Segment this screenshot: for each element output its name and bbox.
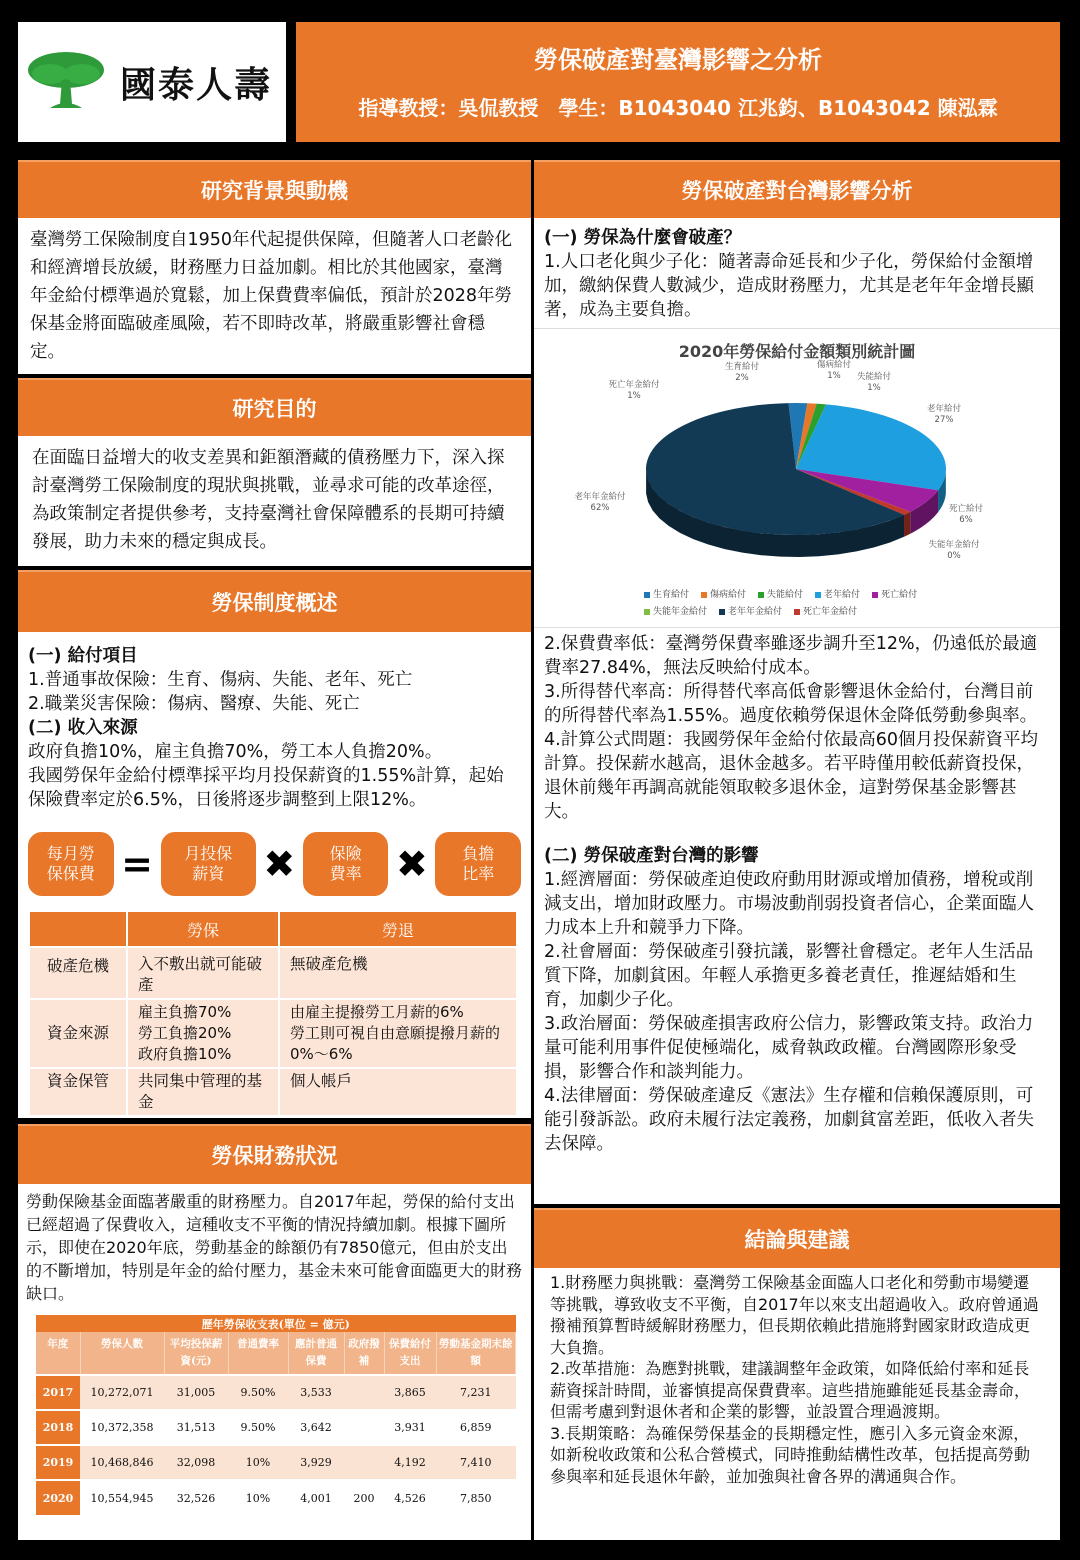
table-cell: 9.50% — [228, 1410, 288, 1445]
legend-label: 老年給付 — [824, 590, 861, 600]
table-header: 勞退 — [280, 912, 516, 946]
chart-data-label: 1% — [627, 391, 641, 401]
analysis-p4: 4.計算公式問題：我國勞保年金給付依最高60個月投保薪資平均計算。投保薪水越高，退休金越多。若平時僅用較低薪資投保，退休前幾年再調高就能領取較多退休金，這對勞保基金影響甚大。 — [544, 730, 1038, 822]
finance-table-caption: 歷年勞保收支表(單位 = 億元) — [36, 1314, 516, 1332]
chart-data-label: 老年給付 — [926, 404, 962, 414]
legend-label: 死亡給付 — [881, 590, 918, 600]
overview-income1: 政府負擔10%，雇主負擔70%，勞工本人負擔20%。 — [28, 742, 443, 762]
legend-item — [701, 587, 746, 600]
goal-heading: 研究目的 — [18, 378, 531, 436]
overview-sub1: (一) 給付項目 — [28, 646, 138, 666]
table-header: 勞保 — [128, 912, 278, 946]
conclusion-heading: 結論與建議 — [534, 1208, 1060, 1268]
table-cell: 資金來源 — [30, 1000, 126, 1067]
legend-swatch — [644, 609, 650, 615]
chart-title: 2020年勞保給付金額類別統計圖 — [678, 342, 916, 361]
table-header: 政府撥補 — [344, 1332, 384, 1375]
legend-swatch — [644, 592, 650, 598]
table-cell: 無破產危機 — [280, 948, 516, 998]
finance-table — [36, 1313, 516, 1515]
pie-slice-side — [904, 512, 910, 537]
analysis-p2: 2.保費費率低：臺灣勞保費率雖逐步調升至12%，仍遠低於最適費率27.84%，無法反映給付成本。 — [544, 634, 1038, 678]
table-cell: 3,865 — [384, 1375, 436, 1410]
goal-body: 在面臨日益增大的收支差異和鉅額潛藏的債務壓力下，深入探討臺灣勞工保險制度的現狀與挑戰，並尋求可能的改革途徑，為政策制定者提供參考，支持臺灣社會保障體系的長期可持續發展，助力未來的穩定與成長。 — [18, 436, 531, 566]
table-row — [36, 1410, 516, 1445]
overview-income2: 我國勞保年金給付標準採平均月投保薪資的1.55%計算，起始保險費率定於6.5%，日後將逐步調整到上限12%。 — [28, 766, 504, 810]
chart-data-label: 生育給付 — [724, 362, 760, 372]
table-cell: 3,642 — [288, 1410, 344, 1445]
table-cell: 雇主負擔70% 勞工負擔20% 政府負擔10% — [128, 1000, 278, 1067]
tree-logo-icon — [24, 50, 108, 114]
table-cell: 10,372,358 — [80, 1410, 164, 1445]
table-cell — [344, 1445, 384, 1480]
logo — [18, 22, 286, 142]
chart-data-label: 1% — [827, 371, 841, 381]
equals-icon: = — [121, 842, 153, 886]
overview-item2: 2.職業災害保險：傷病、醫療、失能、死亡 — [28, 694, 360, 714]
table-cell: 31,513 — [164, 1410, 228, 1445]
table-cell: 6,859 — [436, 1410, 516, 1445]
overview-sub2: (二) 收入來源 — [28, 718, 138, 738]
chart-data-label: 失能給付 — [856, 372, 892, 382]
table-cell: 10% — [228, 1445, 288, 1480]
table-header: 普通費率 — [228, 1332, 288, 1375]
finance-panel — [18, 1184, 531, 1540]
formula-rate-box: 保險 費率 — [303, 832, 389, 896]
chart-data-label: 死亡給付 — [948, 504, 984, 514]
table-cell: 個人帳戶 — [280, 1069, 516, 1115]
table-header: 勞保人數 — [80, 1332, 164, 1375]
analysis-panel — [534, 218, 1060, 1204]
table-cell: 2017 — [36, 1375, 80, 1410]
premium-formula — [28, 832, 521, 896]
table-row — [36, 1375, 516, 1410]
formula-salary-box: 月投保 薪資 — [161, 832, 256, 896]
analysis-sub1: (一) 勞保為什麼會破產？ — [544, 228, 742, 248]
table-cell: 10,272,071 — [80, 1375, 164, 1410]
formula-share-box: 負擔 比率 — [435, 832, 521, 896]
overview-panel — [18, 632, 531, 1118]
legend-label: 生育給付 — [653, 590, 690, 600]
overview-heading: 勞保制度概述 — [18, 570, 531, 632]
table-row — [30, 948, 516, 998]
table-header: 勞動基金期末餘額 — [436, 1332, 516, 1375]
legend-label: 失能年金給付 — [653, 607, 708, 617]
table-cell: 3,931 — [384, 1410, 436, 1445]
legend-item — [758, 587, 803, 600]
chart-data-label: 6% — [959, 515, 973, 525]
chart-data-label: 62% — [590, 503, 610, 513]
poster-subtitle: 指導教授：吳侃教授 學生：B1043040 江兆鈞、B1043042 陳泓霖 — [358, 96, 998, 120]
table-cell: 破產危機 — [30, 948, 126, 998]
logo-text: 國泰人壽 — [120, 63, 273, 106]
comparison-table — [28, 910, 518, 1117]
table-cell — [344, 1410, 384, 1445]
chart-legend — [644, 587, 964, 617]
table-cell: 由雇主提撥勞工月薪的6% 勞工則可視自由意願提撥月薪的0%～6% — [280, 1000, 516, 1067]
analysis-q1: 1.經濟層面：勞保破產迫使政府動用財源或增加債務，增稅或削減支出，增加財政壓力。市場波動削弱投資者信心，企業面臨人力成本上升和競爭力下降。 — [544, 870, 1034, 938]
legend-swatch — [758, 592, 764, 598]
table-cell: 7,850 — [436, 1480, 516, 1515]
legend-item — [872, 587, 917, 600]
table-cell: 9.50% — [228, 1375, 288, 1410]
multiply-icon: ✖ — [263, 842, 296, 886]
table-header: 平均投保薪資(元) — [164, 1332, 228, 1375]
table-cell: 4,526 — [384, 1480, 436, 1515]
table-row — [30, 1069, 516, 1115]
legend-swatch — [719, 609, 725, 615]
conclusion-c1: 1.財務壓力與挑戰：臺灣勞工保險基金面臨人口老化和勞動市場變遷等挑戰，導致收支不平衡，自2017年以來支出超過收入。政府曾通過撥補預算暫時緩解財務壓力，但長期依賴此措施將對國家財政造成更大負擔。 — [550, 1273, 1039, 1357]
conclusion-c3: 3.長期策略：為確保勞保基金的長期穩定性，應引入多元資金來源，如新稅收政策和公私合營模式，同時推動結構性改革，包括提高勞動參與率和延長退休年齡，並加強與社會各界的溝通與合作。 — [550, 1423, 1031, 1486]
table-row — [30, 1000, 516, 1067]
legend-swatch — [794, 609, 800, 615]
table-header: 應計普通保費 — [288, 1332, 344, 1375]
legend-item — [794, 604, 857, 617]
chart-data-label: 死亡年金給付 — [608, 380, 660, 390]
poster-title: 勞保破產對臺灣影響之分析 — [534, 46, 822, 74]
table-row — [36, 1480, 516, 1515]
legend-item — [815, 587, 860, 600]
finance-body: 勞動保險基金面臨著嚴重的財務壓力。自2017年起，勞保的給付支出已經超過了保費收入，這種收支不平衡的情況持續加劇。根據下圖所示，即使在2020年底，勞動基金的餘額仍有7850億元，但由於支出的不斷增加，特別是年金的給付壓力，基金未來可能會面臨更大的財務缺口。 — [26, 1192, 523, 1303]
table-cell: 資金保管 — [30, 1069, 126, 1115]
pie-chart — [534, 328, 1060, 628]
table-cell: 32,098 — [164, 1445, 228, 1480]
analysis-p3: 3.所得替代率高：所得替代率高低會影響退休金給付，台灣目前的所得替代率為1.55%。過度依賴勞保退休金降低勞動參與率。 — [544, 682, 1038, 726]
table-cell: 3,533 — [288, 1375, 344, 1410]
chart-data-label: 老年年金給付 — [574, 492, 626, 502]
table-cell: 2018 — [36, 1410, 80, 1445]
analysis-heading: 勞保破產對台灣影響分析 — [534, 160, 1060, 218]
analysis-q2: 2.社會層面：勞保破產引發抗議，影響社會穩定。老年人生活品質下降，加劇貧困。年輕人承擔更多養老責任，推遲結婚和生育，加劇少子化。 — [544, 942, 1034, 1010]
table-cell: 7,231 — [436, 1375, 516, 1410]
analysis-p1: 1.人口老化與少子化：隨著壽命延長和少子化，勞保給付金額增加，繳納保費人數減少，造成財務壓力，尤其是老年年金增長顯著，成為主要負擔。 — [544, 252, 1034, 320]
table-cell: 10,468,846 — [80, 1445, 164, 1480]
table-cell: 4,192 — [384, 1445, 436, 1480]
table-cell: 31,005 — [164, 1375, 228, 1410]
analysis-q3: 3.政治層面：勞保破產損害政府公信力，影響政策支持。政治力量可能利用事件促使極端化，威脅執政政權。台灣國際形象受損，影響合作和談判能力。 — [544, 1014, 1034, 1082]
chart-data-label: 0% — [947, 551, 961, 561]
chart-data-label: 2% — [735, 373, 749, 383]
table-cell: 共同集中管理的基金 — [128, 1069, 278, 1115]
conclusion-c2: 2.改革措施：為應對挑戰，建議調整年金政策，如降低給付率和延長薪資採計時間，並審慎提高保費費率。這些措施雖能延長基金壽命，但需考慮到對退休者和企業的影響，並設置合理過渡期。 — [550, 1359, 1031, 1421]
finance-heading: 勞保財務狀況 — [18, 1124, 531, 1184]
title-banner — [296, 22, 1060, 142]
analysis-sub2: (二) 勞保破產對台灣的影響 — [544, 846, 759, 866]
table-cell: 2020 — [36, 1480, 80, 1515]
background-heading: 研究背景與動機 — [18, 160, 531, 218]
table-cell: 10,554,945 — [80, 1480, 164, 1515]
chart-data-label: 傷病給付 — [816, 360, 852, 370]
legend-swatch — [701, 592, 707, 598]
formula-premium-box: 每月勞 保保費 — [28, 832, 114, 896]
legend-label: 死亡年金給付 — [803, 607, 858, 617]
table-header: 保費給付支出 — [384, 1332, 436, 1375]
table-row — [36, 1445, 516, 1480]
table-cell: 7,410 — [436, 1445, 516, 1480]
pie-chart-svg — [534, 329, 1060, 629]
background-body: 臺灣勞工保險制度自1950年代起提供保障，但隨著人口老齡化和經濟增長放緩，財務壓力日益加劇。相比於其他國家，臺灣年金給付標準過於寬鬆，加上保費費率偏低，預計於2028年勞保基金將面臨破產風險，若不即時改革，將嚴重影響社會穩定。 — [18, 218, 531, 374]
legend-label: 傷病給付 — [710, 590, 747, 600]
analysis-q4: 4.法律層面：勞保破產違反《憲法》生存權和信賴保護原則，可能引發訴訟。政府未履行法定義務，加劇貧富差距，低收入者失去保障。 — [544, 1086, 1034, 1154]
table-cell: 2019 — [36, 1445, 80, 1480]
table-cell: 3,929 — [288, 1445, 344, 1480]
table-cell: 32,526 — [164, 1480, 228, 1515]
chart-data-label: 1% — [867, 383, 881, 393]
table-header: 年度 — [36, 1332, 80, 1375]
table-cell: 200 — [344, 1480, 384, 1515]
chart-data-label: 27% — [934, 415, 954, 425]
legend-label: 失能給付 — [767, 590, 804, 600]
table-cell: 10% — [228, 1480, 288, 1515]
table-header — [30, 912, 126, 946]
legend-item — [719, 604, 782, 617]
chart-data-label: 失能年金給付 — [928, 540, 980, 550]
legend-swatch — [872, 592, 878, 598]
legend-swatch — [815, 592, 821, 598]
table-cell: 入不敷出就可能破產 — [128, 948, 278, 998]
conclusion-panel — [534, 1268, 1060, 1540]
table-cell — [344, 1375, 384, 1410]
multiply-icon: ✖ — [395, 842, 428, 886]
table-cell: 4,001 — [288, 1480, 344, 1515]
legend-label: 老年年金給付 — [728, 607, 783, 617]
legend-item — [644, 604, 707, 617]
legend-item — [644, 587, 689, 600]
overview-item1: 1.普通事故保險：生育、傷病、失能、老年、死亡 — [28, 670, 413, 690]
